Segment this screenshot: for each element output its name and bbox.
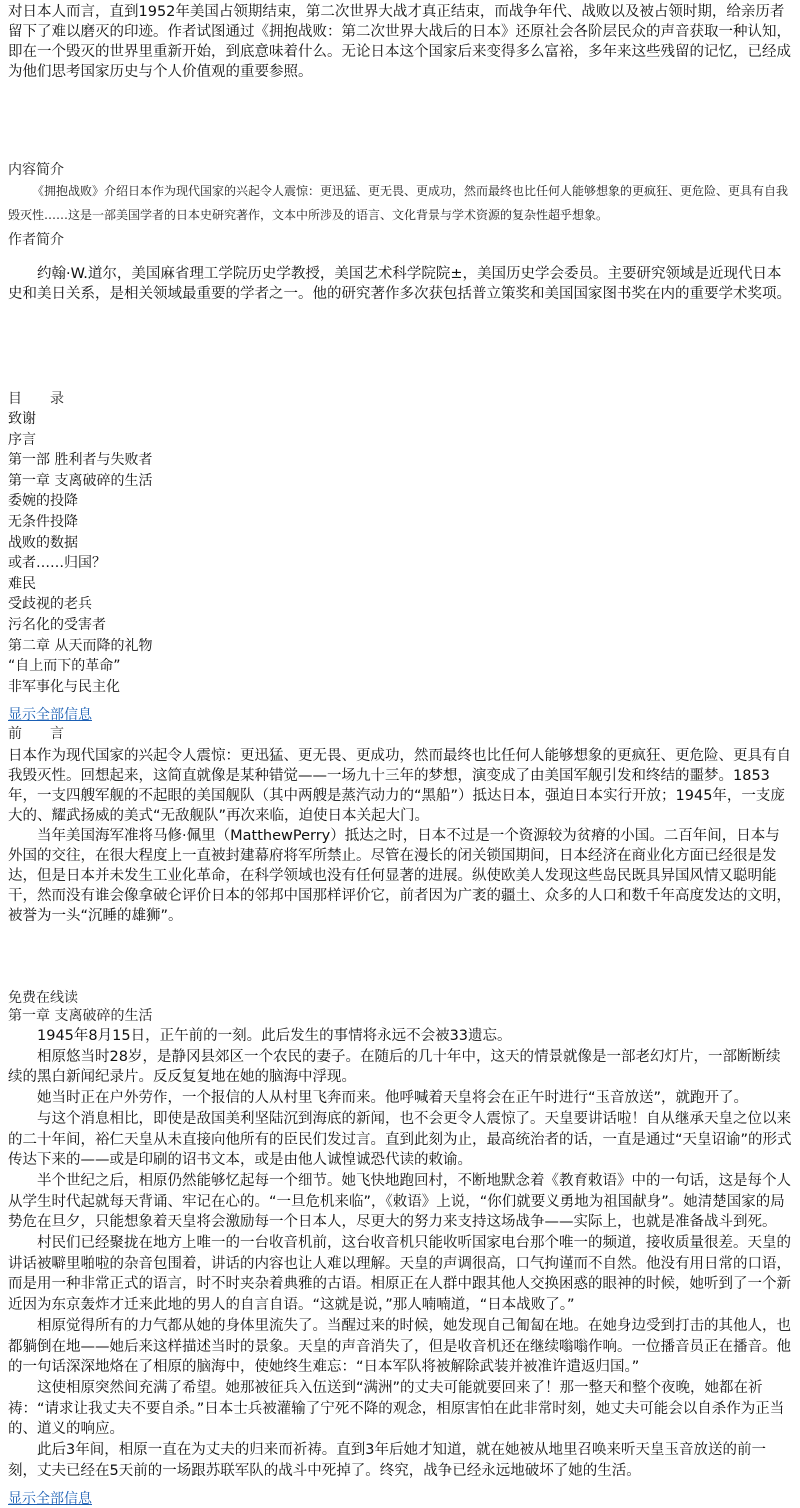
toc-item[interactable]: 委婉的投降 bbox=[8, 493, 78, 510]
preface-heading: 前 言 bbox=[8, 726, 64, 742]
reading-paragraph: 此后3年间，相原一直在为丈夫的归来而祈祷。直到3年后她才知道，就在她被从地里召唤来听天皇玉音放送的前一刻，丈夫已经在5天前的一场跟苏联军队的战斗中死掉了。终究，战争已经永远地破坏了她的生活。 bbox=[8, 1442, 766, 1479]
toc-show-all-link[interactable]: 显示全部信息 bbox=[8, 707, 92, 723]
author-intro-heading: 作者简介 bbox=[8, 232, 64, 248]
reading-paragraph: 她当时正在户外劳作，一个报信的人从村里飞奔而来。他呼喊着天皇将会在正午时进行“玉音放送”，就跑开了。 bbox=[37, 1090, 749, 1107]
toc-item[interactable]: 第一部 胜利者与失败者 bbox=[8, 452, 153, 469]
reading-paragraph: 相原悠当时28岁，是静冈县郊区一个农民的妻子。在随后的几十年中，这天的情景就像是一部老幻灯片，一部断断续续的黑白新闻纪录片。反反复复地在她的脑海中浮现。 bbox=[8, 1048, 781, 1086]
toc-list bbox=[8, 409, 794, 697]
toc-item[interactable]: 序言 bbox=[8, 431, 36, 448]
content-intro-text: 《拥抱战败》介绍日本作为现代国家的兴起令人震惊：更迅猛、更无畏、更成功，然而最终也比任何人能够想象的更疯狂、更危险、更具有自我毁灭性……这是一部美国学者的日本史研究著作，文本中所涉及的语言、文化背景与学术资源的复杂性超乎想象。 bbox=[8, 184, 789, 222]
chapter-title: 第一章 支离破碎的生活 bbox=[8, 1008, 153, 1024]
reading-paragraph: 与这个消息相比，即使是敌国美利坚陆沉到海底的新闻，也不会更令人震惊了。天皇要讲话啦！自从继承天皇之位以来的二十年间，裕仁天皇从未直接向他所有的臣民们发过言。直到此刻为止，最高统治者的话，一直是通过“天皇诏谕”的形式传达下来的——或是印刷的诏书文本，或是由他人诚惶诚恐代读的敕谕。 bbox=[8, 1110, 792, 1169]
toc-item[interactable]: 第一章 支离破碎的生活 bbox=[8, 472, 153, 489]
read-show-all-link[interactable]: 显示全部信息 bbox=[8, 1491, 92, 1507]
free-read-body bbox=[8, 1026, 794, 1481]
intro-paragraph: 对日本人而言，直到1952年美国占领期结束，第二次世界大战才真正结束，而战争年代、战败以及被占领时期，给亲历者留下了难以磨灭的印迹。作者试图通过《拥抱战败：第二次世界大战后的日本》还原社会各阶层民众的声音获取一种认知，即在一个毁灭的世界里重新开始，到底意味着什么。无论日本这个国家后来变得多么富裕，多年来这些残留的记忆，已经成为他们思考国家历史与个人价值观的重要参照。 bbox=[8, 4, 791, 80]
content-intro-heading: 内容简介 bbox=[8, 162, 64, 178]
toc-item[interactable]: 战败的数据 bbox=[8, 534, 78, 551]
toc-item[interactable]: 无条件投降 bbox=[8, 513, 78, 530]
reading-paragraph: 这使相原突然间充满了希望。她那被征兵入伍送到“满洲”的丈夫可能就要回来了！那一整天和整个夜晚，她都在祈祷：“请求让我丈夫不要自杀。”日本士兵被灌输了宁死不降的观念，相原害怕在此非常时刻，她丈夫可能会以自杀作为正当的、道义的响应。 bbox=[8, 1379, 785, 1438]
free-read-heading: 免费在线读 bbox=[8, 990, 78, 1006]
author-intro-text: 约翰·W.道尔，美国麻省理工学院历史学教授，美国艺术科学院院±，美国历史学会委员。主要研究领域是近现代日本史和美日关系，是相关领域最重要的学者之一。他的研究著作多次获包括普立策奖和美国国家图书奖在内的重要学术奖项。 bbox=[8, 266, 791, 302]
preface-body bbox=[8, 746, 794, 926]
reading-paragraph: 村民们已经聚拢在地方上唯一的一台收音机前，这台收音机只能收听国家电台那个唯一的频道，接收质量很差。天皇的讲话被噼里啪啦的杂音包围着，讲话的内容也让人难以理解。天皇的声调很高，口气拘谨而不自然。他没有用日常的口语，而是用一种非常正式的语言，时不时夹杂着典雅的古语。相原正在人群中跟其他人交换困惑的眼神的时候，她听到了一个新近因为东京轰炸才迁来此地的男人的自言自语。“这就是说，”那人喃喃道，“日本战败了。” bbox=[8, 1235, 791, 1314]
toc-item[interactable]: “自上而下的革命” bbox=[8, 658, 121, 675]
toc-item[interactable]: 难民 bbox=[8, 575, 36, 592]
preface-paragraph: 当年美国海军准将马修·佩里（MatthewPerry）抵达之时，日本不过是一个资源较为贫瘠的小国。二百年间，日本与外国的交往，在很大程度上一直被封建幕府将军所禁止。尽管在漫长的闭关锁国期间，日本经济在商业化方面已经很是发达，但是日本并未发生工业化革命，在科学领域也没有任何显著的进展。纵使欧美人发现这些岛民既具异国风情又聪明能干，然而没有谁会像拿破仑评价日本的邻邦中国那样评价它，前者因为广袤的疆土、众多的人口和数千年高度发达的文明，被誉为一头“沉睡的雄狮”。 bbox=[8, 828, 791, 924]
toc-heading: 目 录 bbox=[8, 391, 64, 407]
toc-item[interactable]: 第二章 从天而降的礼物 bbox=[8, 637, 153, 654]
toc-item[interactable]: 致谢 bbox=[8, 411, 36, 427]
reading-paragraph: 半个世纪之后，相原仍然能够忆起每一个细节。她飞快地跑回村，不断地默念着《教育敕语》中的一句话，这是每个人从学生时代起就每天背诵、牢记在心的。“一旦危机来临”，《敕语》上说，“你们就要义勇地为祖国献身”。她清楚国家的局势危在旦夕，只能想象着天皇将会激励每一个日本人，尽更大的努力来支持这场战争——实际上，也就是准备战斗到死。 bbox=[8, 1172, 791, 1231]
toc-item[interactable]: 污名化的受害者 bbox=[8, 616, 106, 633]
toc-item[interactable]: 非军事化与民主化 bbox=[8, 678, 120, 695]
toc-item[interactable]: 受歧视的老兵 bbox=[8, 596, 92, 613]
preface-paragraph: 日本作为现代国家的兴起令人震惊：更迅猛、更无畏、更成功，然而最终也比任何人能够想象的更疯狂、更危险、更具有自我毁灭性。回想起来，这简直就像是某种错觉——一场九十三年的梦想，演变成了由美国军舰引发和终结的噩梦。1853年，一支四艘军舰的不起眼的美国舰队（其中两艘是蒸汽动力的“黑船”）抵达日本，强迫日本实行开放；1945年，一支庞大的、耀武扬威的美式“无敌舰队”再次来临，迫使日本关起大门。 bbox=[8, 748, 791, 824]
reading-paragraph: 1945年8月15日，正午前的一刻。此后发生的事情将永远不会被33遗忘。 bbox=[37, 1028, 512, 1044]
reading-paragraph: 相原觉得所有的力气都从她的身体里流失了。当醒过来的时候，她发现自己匍匐在地。在她身边受到打击的其他人，也都躺倒在地——她后来这样描述当时的景象。天皇的声音消失了，但是收音机还在继续嗡嗡作响。一位播音员正在播音。他的一句话深深地烙在了相原的脑海中，使她终生难忘：“日本军队将被解除武装并被准许遣返归国。” bbox=[8, 1317, 791, 1376]
toc-item[interactable]: 或者……归国？ bbox=[8, 555, 106, 572]
